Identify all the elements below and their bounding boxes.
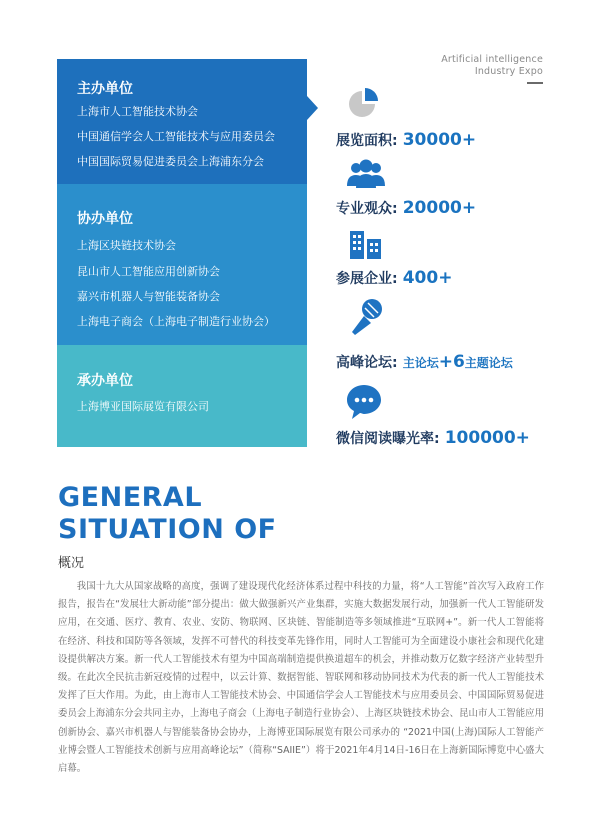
co-organizer-heading: 协办单位	[77, 211, 133, 227]
brand-rule	[527, 82, 543, 84]
expo-brand	[441, 54, 543, 84]
stat-wechat-exposure	[336, 428, 530, 448]
brand-line-1: Artificial intelligence	[441, 54, 543, 65]
stat-label: 微信阅读曝光率:	[336, 431, 440, 447]
section-subtitle: 概况	[58, 556, 85, 571]
stat-label: 参展企业:	[336, 271, 398, 287]
co-organizer-item: 上海区块链技术协会	[77, 239, 176, 252]
chat-bubble-icon	[346, 383, 386, 425]
microphone-icon	[346, 296, 386, 342]
stat-value: 100000+	[444, 428, 530, 448]
section-title-line-2: SITUATION OF	[58, 514, 277, 545]
buildings-icon	[346, 229, 386, 265]
co-organizer-item: 昆山市人工智能应用创新协会	[77, 265, 220, 278]
stat-label: 高峰论坛:	[336, 355, 398, 371]
host-item: 中国通信学会人工智能技术与应用委员会	[77, 130, 275, 143]
pie-chart-icon	[346, 85, 386, 123]
people-icon	[346, 158, 386, 194]
host-item: 上海市人工智能技术协会	[77, 105, 198, 118]
host-item: 中国国际贸易促进委员会上海浦东分会	[77, 155, 264, 168]
stat-value: 20000+	[402, 198, 477, 218]
stat-main-forum: 主论坛	[402, 356, 439, 370]
stat-exhibition-area	[336, 130, 476, 150]
overview-paragraph: 我国十九大从国家战略的高度，强调了建设现代化经济体系过程中科技的力量，将“人工智能”首次写入政府工作报告，报告在“发展壮大新动能”部分提出：做大做强新兴产业集群，实施大数据发展行动，加强新一代人工智能研发应用，在交通、医疗、教育、农业、安防、物联网、区块链、智能制造等多领域推进“互联网+”。新一代人工智能将在经济、科技和国防等各领域，发挥不可替代的科技变革先锋作用，同时人工智能可为全面建设小康社会和现代化建设提供解决方案。新一代人工智能技术有望为中国高端制造提供换道超车的机会，并推动数万亿数字经济产业转型升级。在此次全民抗击新冠疫情的过程中，以云计算、数据智能、智联网和移动协同技术为代表的新一代人工智能技术发挥了巨大作用。为此，由上海市人工智能技术协会、中国通信学会人工智能技术与应用委员会、中国国际贸易促进委员会上海浦东分会共同主办，上海电子商会（上海电子制造行业协会）、上海区块链技术协会、昆山市人工智能应用创新协会、嘉兴市机器人与智能装备协会协办，上海博亚国际展览有限公司承办的 “2021中国(上海)国际人工智能产业博会暨人工智能技术创新与应用高峰论坛”（简称“SAIIE”）将于2021年4月14日-16日在上海新国际博览中心盛大启幕。	[58, 581, 544, 775]
section-title-line-1: GENERAL	[58, 482, 203, 513]
host-panel	[57, 59, 307, 184]
stat-value: 400+	[402, 268, 453, 288]
section-title	[58, 482, 277, 546]
undertaker-item: 上海博亚国际展览有限公司	[77, 400, 209, 413]
panel-pointer	[307, 96, 318, 120]
stat-forum-count: +6	[438, 352, 465, 372]
stat-exhibitors	[336, 268, 452, 288]
undertaker-panel	[57, 345, 307, 447]
stat-label: 展览面积:	[336, 133, 398, 149]
brand-line-2: Industry Expo	[474, 66, 543, 77]
stat-theme-forum: 主题论坛	[464, 356, 513, 370]
co-organizer-item: 上海电子商会（上海电子制造行业协会）	[77, 315, 275, 328]
stat-forums	[336, 352, 513, 372]
co-organizer-item: 嘉兴市机器人与智能装备协会	[77, 290, 220, 303]
stat-label: 专业观众:	[336, 201, 398, 217]
stat-professional-visitors	[336, 198, 476, 218]
host-heading: 主办单位	[77, 81, 133, 97]
undertaker-heading: 承办单位	[77, 373, 133, 389]
co-organizer-panel	[57, 184, 307, 345]
stat-value: 30000+	[402, 130, 477, 150]
